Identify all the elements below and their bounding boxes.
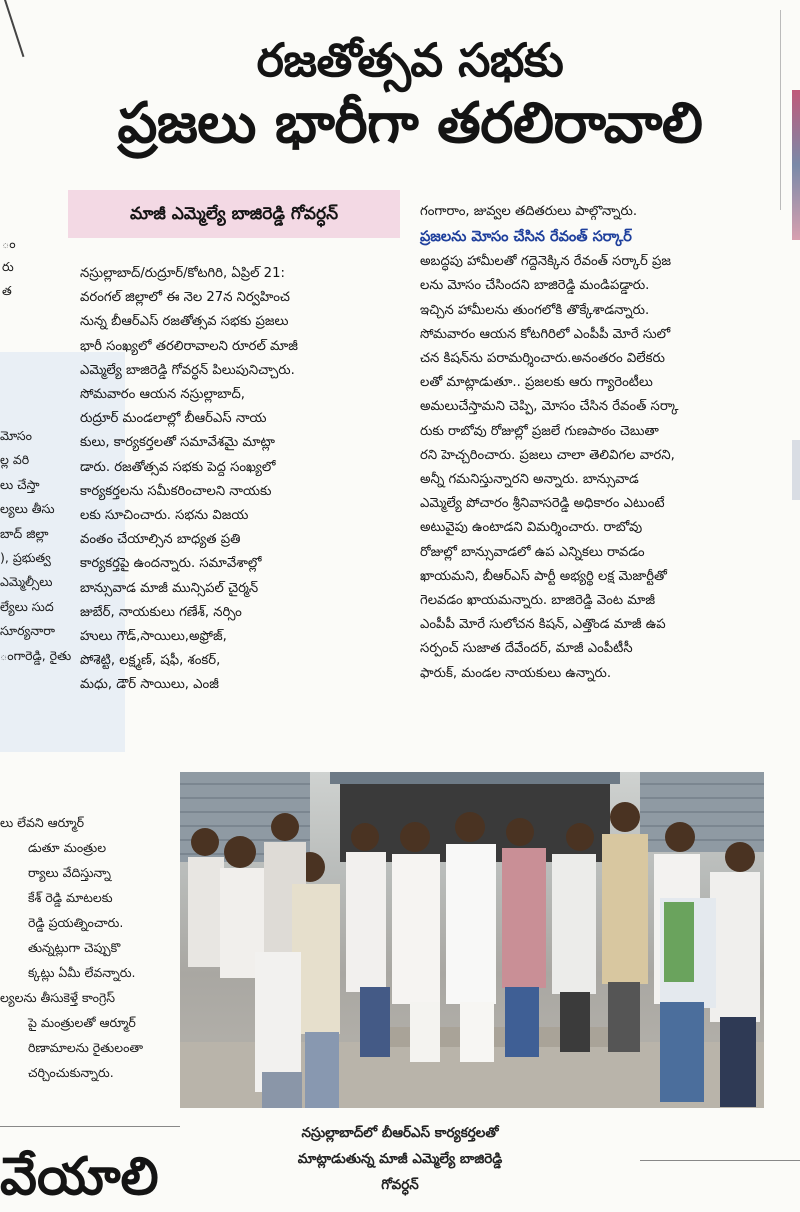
article-subhead: మాజీ ఎమ్మెల్యే బాజిరెడ్డి గోవర్ధన్	[68, 190, 400, 238]
fragment-line: ), ప్రభుత్వ	[0, 550, 51, 566]
column-line: సోమవారం ఆయన నస్రుల్లాబాద్,	[80, 387, 245, 403]
column-line: ఇచ్చిన హామీలను తుంగలోకి తొక్కేశాడన్నారు.	[420, 302, 650, 318]
left-article-fragment-bottom	[0, 810, 170, 1085]
fragment-line: డుతూ మంత్రుల	[28, 840, 107, 855]
fragment-line: ఎమ్మెల్సీలు	[0, 574, 53, 590]
news-photo	[180, 772, 764, 1108]
column-line: సర్పంచ్ సుజాత దేవేందర్, మాజీ ఎంపీటీసీ	[420, 641, 633, 657]
fragment-line: రెడ్డి ప్రయత్నించారు.	[28, 915, 124, 930]
right-edge-image-strip	[792, 90, 800, 240]
column-line: కార్యకర్తలను సమీకరించాలని నాయకు	[80, 483, 272, 499]
headline-line-2: ప్రజలు భారీగా తరలిరావాలి	[117, 91, 703, 156]
column-line: అమలుచేస్తామని చెప్పి, మోసం చేసిన రేవంత్ సర్కా	[420, 399, 679, 415]
column-line: మధు, డౌర్ సాయిలు, ఎంజీ	[80, 677, 219, 693]
column-line: కార్యకర్తపై ఉందన్నారు. సమావేశాల్లో	[80, 556, 262, 572]
column-line: వంతం చేయాల్సిన బాధ్యత ప్రతి	[80, 532, 241, 548]
headline-line-1: రజతోత్సవ సభకు	[256, 33, 564, 87]
fragment-line: బాద్ జిల్లా	[0, 525, 49, 541]
column-line: జుబేర్, నాయకులు గణేశ్, నర్సిం	[80, 604, 242, 620]
column-line: రోజుల్లో బాన్సువాడలో ఉప ఎన్నికలు రావడం	[420, 544, 645, 560]
fragment-line: చర్చించుకున్నారు.	[28, 1065, 114, 1080]
right-frame-rule	[780, 10, 781, 210]
fragment-line: లు చేస్తా	[0, 476, 40, 492]
column-line: రుద్రూర్ మండలాల్లో బీఆర్ఎస్ నాయ	[80, 411, 267, 427]
column-line: అటువైపు ఉంటాడని విమర్శించారు. రాబోవు	[420, 520, 643, 536]
fragment-line: కేశ్ రెడ్డి మాటలకు	[28, 890, 113, 905]
left-article-big-heading: వేయాలి	[0, 1147, 159, 1207]
fragment-line: ంగారెడ్డి, రైతు	[0, 647, 72, 663]
right-edge-image-strip	[792, 440, 800, 500]
column-line: బాన్సువాడ మాజీ మున్సిపల్ చైర్మన్	[80, 580, 259, 596]
column-line: లను మోసం చేసిందని బాజిరెడ్డి మండిపడ్డారు.	[420, 278, 650, 294]
column-line: అన్నీ గమనిస్తున్నారని అన్నారు. బాన్సువాడ	[420, 472, 639, 488]
article-column-2	[420, 200, 756, 686]
column-line: లకు సూచించారు. సభను విజయ	[80, 508, 249, 524]
column-line: కులు, కార్యకర్తలతో సమావేశమై మాట్లా	[80, 435, 275, 451]
fragment-line: లు లేవని ఆర్మూర్	[0, 815, 84, 830]
column-line: ఎంపీపీ మోరే సులోచన కిషన్, ఎత్తొండ మాజీ ఉప	[420, 617, 666, 633]
horizontal-rule-bottom-right	[640, 1160, 800, 1161]
column-line: రని హెచ్చరించారు. ప్రజలు చాలా తెలివిగల వారని,	[420, 447, 675, 463]
group-photo-illustration	[180, 772, 764, 1108]
fragment-line: తున్నట్లుగా చెప్పుకొ	[28, 940, 121, 955]
caption-line: మాట్లాడుతున్న మాజీ ఎమ్మెల్యే బాజిరెడ్డి	[297, 1151, 503, 1167]
caption-line: నస్రుల్లాబాద్‌లో బీఆర్ఎస్ కార్యకర్తలతో	[301, 1125, 499, 1141]
column-lead-line: గంగారాం, జువ్వల తదితరులు పాల్గొన్నారు.	[420, 204, 638, 219]
column-line: నున్న బీఆర్ఎస్ రజతోత్సవ సభకు ప్రజలు	[80, 314, 289, 330]
column-subhead: ప్రజలను మోసం చేసిన రేవంత్ సర్కార్	[420, 229, 632, 246]
column-line: రుకు రాబోవు రోజుల్లో ప్రజలే గుణపాఠం చెబుతా	[420, 423, 659, 439]
column-line: చన కిషన్‌ను పరామర్శించారు.అనంతరం విలేకరు	[420, 351, 665, 367]
fragment-line: ల్యలను తీసుకెళ్తే కాంగ్రెస్	[0, 990, 116, 1005]
column-line: డారు. రజతోత్సవ సభకు పెద్ద సంఖ్యలో	[80, 459, 276, 475]
column-line: భారీ సంఖ్యలో తరలిరావాలని రూరల్ మాజీ	[80, 338, 298, 354]
fragment-line: ల్యలు తీసు	[0, 501, 55, 517]
fragment-line: త	[2, 282, 12, 298]
left-frame-rule	[4, 0, 24, 57]
column-line: గెలవడం ఖాయమన్నారు. బాజిరెడ్డి వెంట మాజీ	[420, 593, 656, 609]
fragment-line: ర్యాలు వేదిస్తున్నా	[28, 865, 111, 880]
column-line: ఎమ్మెల్యే పోచారం శ్రీనివాసరెడ్డి అధికారం ఎటుంటే	[420, 496, 665, 512]
horizontal-rule-bottom-left	[0, 1126, 180, 1127]
column-line: ఎమ్మెల్యే బాజిరెడ్డి గోవర్ధన్ పిలుపునిచ్చారు.	[80, 362, 295, 378]
column-line: ఫారుక్, మండల నాయకులు ఉన్నారు.	[420, 665, 612, 681]
column-line: నస్రుల్లాబాద్/రుద్రూర్/కోటగిరి, ఏప్రిల్ 21:	[80, 266, 285, 281]
fragment-line: సూర్యనారా	[0, 623, 55, 639]
fragment-line: రు	[2, 259, 14, 275]
fragment-line: రిణామాలను రైతులంతా	[28, 1040, 144, 1055]
fragment-line: ల్ల వరి	[0, 452, 30, 468]
column-line: వరంగల్ జిల్లాలో ఈ నెల 27న నిర్వహించ	[80, 290, 290, 306]
column-line: ఖాయమని, బీఆర్ఎస్ పార్టీ అభ్యర్థి లక్ష మెజార్టీతో	[420, 568, 667, 584]
fragment-line: పై మంత్రులతో ఆర్మూర్	[28, 1015, 136, 1030]
fragment-line: ం	[2, 236, 16, 251]
column-line: సోమవారం ఆయన కోటగిరిలో ఎంపీపీ మోరే సులో	[420, 326, 671, 342]
caption-line: గోవర్ధన్	[381, 1177, 419, 1193]
photo-caption	[230, 1120, 570, 1198]
column-line: అబద్ధపు హామీలతో గద్దెనెక్కిన రేవంత్ సర్కార్ ప్రజ	[420, 254, 672, 270]
column-line: లతో మాట్లాడుతూ.. ప్రజలకు ఆరు గ్యారెంటీలు	[420, 375, 653, 391]
column-line: హులు గౌడ్,సాయిలు,అఫ్రోజ్,	[80, 629, 227, 645]
article-column-1	[80, 262, 398, 698]
column-line: పోశెట్టి, లక్ష్మణ్, షఫీ, శంకర్,	[80, 653, 221, 669]
fragment-line: మోసం	[0, 428, 32, 443]
fragment-line: ల్యేలు సుద	[0, 598, 54, 614]
fragment-line: క్కట్లు ఏమీ లేవన్నారు.	[28, 965, 136, 980]
